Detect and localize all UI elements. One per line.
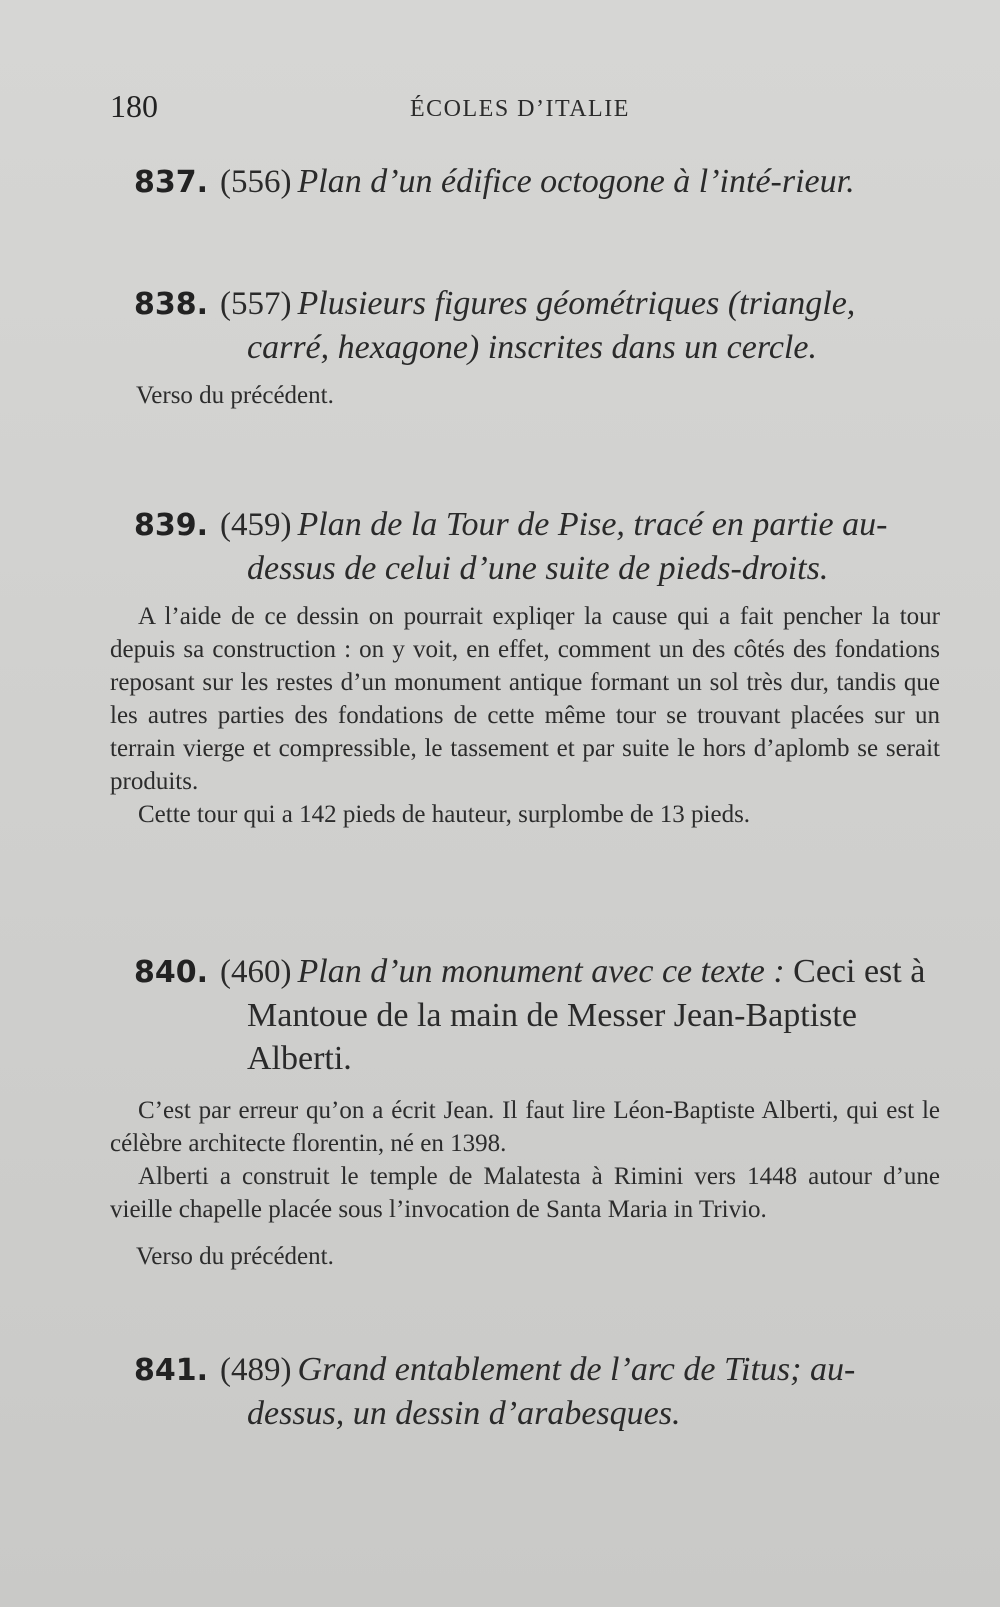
entry-title: Plan d’un monument avec ce texte : [297, 953, 785, 990]
entry-title: Plan d’un édifice octogone à l’inté-rieur. [297, 163, 855, 200]
entry-number: 839. [134, 508, 209, 543]
entry-838 [110, 282, 940, 412]
entry-reference: (459) [220, 507, 292, 543]
entry-title: Plan de la Tour de Pise, tracé en partie au-dessus de celui d’une suite de pieds-droits. [247, 506, 888, 587]
entry-title: Grand entablement de l’arc de Titus; au-dessus, un dessin d’arabesques. [247, 1351, 856, 1432]
entry-number: 841. [134, 1353, 209, 1388]
entry-quote: Ceci est à Mantoue de la main de Messer Jean-Baptiste Alberti. [247, 953, 926, 1077]
commentary-paragraph: Alberti a construit le temple de Malatesta à Rimini vers 1448 autour d’une vieille chapelle placée sous l’invocation de Santa Maria in Trivio. [110, 1163, 940, 1223]
verso-note: Verso du précédent. [136, 1243, 334, 1270]
page-number: 180 [110, 88, 158, 124]
entry-837 [110, 160, 940, 204]
commentary-paragraph: Cette tour qui a 142 pieds de hauteur, surplombe de 13 pieds. [138, 801, 751, 828]
commentary-paragraph: A l’aide de ce dessin on pourrait expliqer la cause qui a fait pencher la tour depuis sa construction : on y voit, en effet, comment un des côtés des fondations reposant sur les restes d’un monument antique formant un sol très dur, tandis que les autres parties des fondations de cette même tour se trouvant placées sur un terrain vierge et compressible, le tassement et par suite le hors d’aplomb se serait produits. [110, 603, 940, 795]
entry-heading [110, 160, 940, 204]
verso-note: Verso du précédent. [136, 382, 334, 409]
entry-heading [110, 950, 940, 1080]
entry-number: 838. [134, 287, 209, 322]
entry-839 [110, 503, 940, 831]
entry-reference: (557) [220, 286, 292, 322]
entry-841 [110, 1348, 940, 1435]
entry-reference: (556) [220, 164, 292, 200]
entry-heading [110, 503, 940, 590]
commentary-paragraph: C’est par erreur qu’on a écrit Jean. Il faut lire Léon-Baptiste Alberti, qui est le célèbre architecte florentin, né en 1398. [110, 1097, 940, 1157]
entry-number: 840. [134, 955, 209, 990]
entry-heading [110, 1348, 940, 1435]
running-title: ÉCOLES D’ITALIE [410, 96, 630, 122]
entry-number: 837. [134, 165, 209, 200]
entry-reference: (489) [220, 1352, 292, 1388]
entry-reference: (460) [220, 954, 292, 990]
entry-840 [110, 950, 940, 1273]
entry-heading [110, 282, 940, 369]
entry-title: Plusieurs figures géométriques (triangle, carré, hexagone) inscrites dans un cercle. [247, 285, 856, 366]
page-header [110, 88, 930, 128]
